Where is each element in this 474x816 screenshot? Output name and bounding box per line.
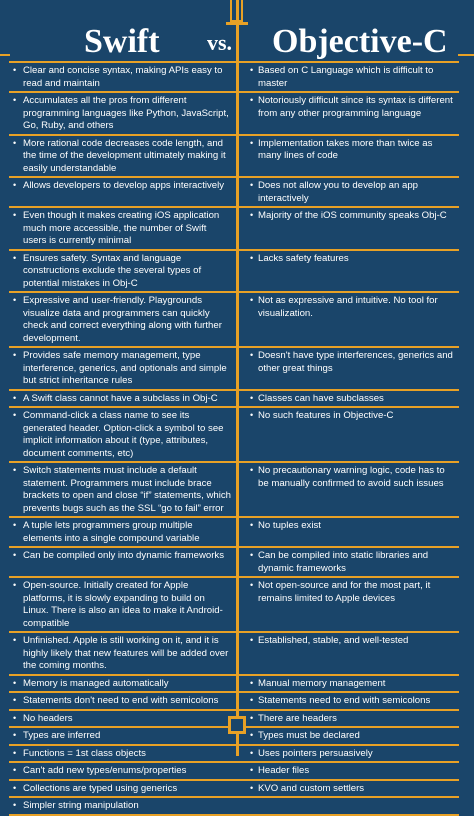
- swift-point: • Ensures safety. Syntax and language constructions exclude the several types of potential mistakes in Obj-C: [9, 251, 236, 292]
- swift-point: • Even though it makes creating iOS application much more accessible, the number of Swift users is currently minimal: [9, 208, 236, 249]
- comparison-row: [9, 251, 459, 294]
- objective-c-point: • Lacks safety features: [236, 251, 459, 292]
- comparison-row: [9, 408, 459, 463]
- swift-point: • Simpler string manipulation: [9, 798, 236, 814]
- objective-c-point: • Statements need to end with semicolons: [236, 693, 459, 709]
- swift-point: • More rational code decreases code length, and the time of the development ultimately making it easily understandable: [9, 136, 236, 177]
- objective-c-point: • Based on C Language which is difficult to master: [236, 63, 459, 91]
- comparison-row: [9, 763, 459, 781]
- comparison-row: [9, 463, 459, 518]
- objective-c-point: • KVO and custom settlers: [236, 781, 459, 797]
- swift-point: • No headers: [9, 711, 236, 727]
- comparison-row: [9, 391, 459, 409]
- swift-point: • A Swift class cannot have a subclass in Obj-C: [9, 391, 236, 407]
- objective-c-point: • Notoriously difficult since its syntax is different from any other programming language: [236, 93, 459, 134]
- swift-point: • Types are inferred: [9, 728, 236, 744]
- swift-point: • A tuple lets programmers group multiple elements into a single compound variable: [9, 518, 236, 546]
- objective-c-point: • No precautionary warning logic, code has to be manually confirmed to avoid such issues: [236, 463, 459, 516]
- swift-point: • Can't add new types/enums/properties: [9, 763, 236, 779]
- objective-c-point: • Manual memory management: [236, 676, 459, 692]
- comparison-row: [9, 61, 459, 93]
- swift-point: • Expressive and user-friendly. Playgrounds visualize data and programmers can quickly check and correct everything along with further development.: [9, 293, 236, 346]
- objective-c-point: • Header files: [236, 763, 459, 779]
- swift-point: • Command-click a class name to see its generated header. Option-click a symbol to see implicit information about it (type, attributes, document comments, etc): [9, 408, 236, 461]
- comparison-row: [9, 348, 459, 391]
- swift-point: • Open-source. Initially created for Apple platforms, it is slowly expanding to build on Linux. There is also an idea to make it Android-compatible: [9, 578, 236, 631]
- objective-c-point: [236, 798, 459, 814]
- comparison-row: [9, 798, 459, 816]
- comparison-row: [9, 178, 459, 208]
- objective-c-point: • Classes can have subclasses: [236, 391, 459, 407]
- left-accent-line: [0, 54, 10, 56]
- comparison-table: [9, 61, 459, 816]
- comparison-row: [9, 93, 459, 136]
- swift-point: • Statements don't need to end with semicolons: [9, 693, 236, 709]
- objective-c-point: • No tuples exist: [236, 518, 459, 546]
- objective-c-point: • Can be compiled into static libraries and dynamic frameworks: [236, 548, 459, 576]
- objective-c-point: • Uses pointers persuasively: [236, 746, 459, 762]
- comparison-row: [9, 518, 459, 548]
- swift-point: • Accumulates all the pros from different programming languages like Python, JavaScript, Go, Ruby, and others: [9, 93, 236, 134]
- swift-point: • Provides safe memory management, type interference, generics, and optionals and simple but strict inheritance rules: [9, 348, 236, 389]
- swift-point: • Clear and concise syntax, making APIs easy to read and maintain: [9, 63, 236, 91]
- bottom-box-decoration: [228, 716, 246, 734]
- objective-c-point: • There are headers: [236, 711, 459, 727]
- objective-c-point: • Majority of the iOS community speaks Obj-C: [236, 208, 459, 249]
- comparison-row: [9, 676, 459, 694]
- comparison-row: [9, 781, 459, 799]
- swift-point: • Switch statements must include a default statement. Programmers must include brace brackets to open and close “if” statements, which prevents bugs such as the SSL “go to fail” error: [9, 463, 236, 516]
- swift-title: Swift: [84, 23, 160, 60]
- vs-label: vs.: [207, 30, 233, 55]
- swift-point: • Memory is managed automatically: [9, 676, 236, 692]
- comparison-row: [9, 293, 459, 348]
- objective-c-point: • No such features in Objective-C: [236, 408, 459, 461]
- top-connector-decoration: [230, 0, 243, 22]
- comparison-row: [9, 548, 459, 578]
- objective-c-point: • Established, stable, and well-tested: [236, 633, 459, 674]
- swift-point: • Functions = 1st class objects: [9, 746, 236, 762]
- swift-point: • Unfinished. Apple is still working on it, and it is highly likely that new features will be added over the coming months.: [9, 633, 236, 674]
- objective-c-point: • Not open-source and for the most part, it remains limited to Apple devices: [236, 578, 459, 631]
- comparison-row: [9, 136, 459, 179]
- comparison-row: [9, 633, 459, 676]
- objective-c-point: • Not as expressive and intuitive. No tool for visualization.: [236, 293, 459, 346]
- objective-c-point: • Implementation takes more than twice as many lines of code: [236, 136, 459, 177]
- comparison-row: [9, 578, 459, 633]
- swift-point: • Allows developers to develop apps interactively: [9, 178, 236, 206]
- comparison-row: [9, 746, 459, 764]
- objective-c-point: • Types must be declared: [236, 728, 459, 744]
- objective-c-title: Objective-C: [272, 23, 448, 60]
- swift-point: • Can be compiled only into dynamic frameworks: [9, 548, 236, 576]
- objective-c-point: • Doesn't have type interferences, generics and other great things: [236, 348, 459, 389]
- comparison-row: [9, 693, 459, 711]
- objective-c-point: • Does not allow you to develop an app interactively: [236, 178, 459, 206]
- right-accent-line: [458, 54, 474, 56]
- top-connector-bar: [226, 22, 248, 25]
- swift-point: • Collections are typed using generics: [9, 781, 236, 797]
- comparison-row: [9, 208, 459, 251]
